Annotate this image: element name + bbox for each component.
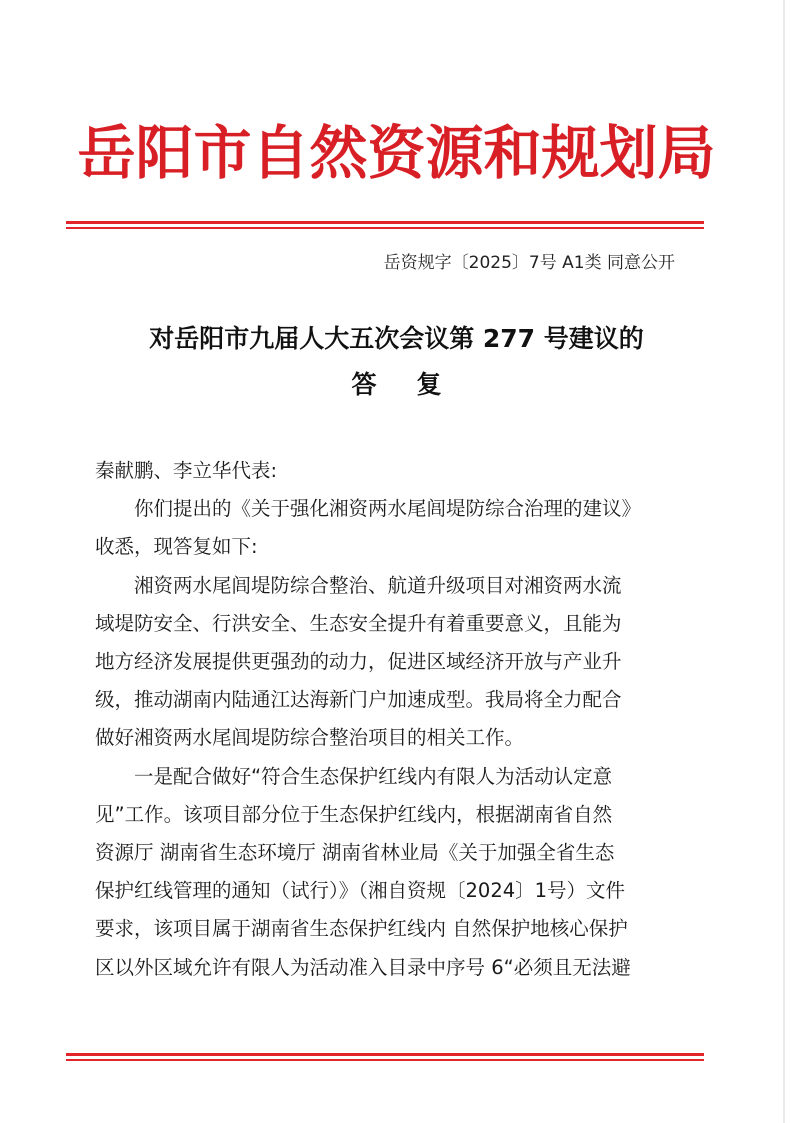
paragraph-line: 要求，该项目属于湖南省生态保护红线内 自然保护地核心保护: [95, 917, 628, 941]
paragraph-line: 区以外区域允许有限人为活动准入目录中序号 6“必须且无法避: [95, 955, 631, 979]
paragraph-line: 级，推动湖南内陆通江达海新门户加速成型。我局将全力配合: [95, 688, 622, 712]
header-rule-thick: [66, 221, 704, 224]
paragraph-2: [95, 567, 690, 758]
paragraph-3: [95, 758, 690, 987]
document-title-line1: 对岳阳市九届人大五次会议第 277 号建议的: [149, 324, 644, 353]
paragraph-line: 地方经济发展提供更强劲的动力，促进区域经济开放与产业升: [95, 650, 622, 674]
footer-rule-thin: [66, 1059, 704, 1061]
paragraph-line: 一是配合做好“符合生态保护红线内有限人为活动认定意: [134, 764, 613, 788]
salutation: 秦献鹏、李立华代表:: [95, 459, 278, 482]
paragraph-line: 保护红线管理的通知（试行）》（湘自资规〔2024〕1号）文件: [95, 879, 626, 903]
paragraph-line: 湘资两水尾闾堤防综合整治、航道升级项目对湘资两水流: [134, 573, 622, 597]
paragraph-1: [95, 490, 690, 566]
document-number: 岳资规字〔2025〕7号 A1类 同意公开: [383, 253, 675, 273]
paragraph-line: 资源厅 湖南省生态环境厅 湖南省林业局《关于加强全省生态: [95, 841, 615, 865]
paragraph-line: 见”工作。该项目部分位于生态保护红线内，根据湖南省自然: [95, 802, 613, 826]
footer-rule-thick: [66, 1053, 704, 1056]
paragraph-line: 域堤防安全、行洪安全、生态安全提升有着重要意义，且能为: [95, 611, 622, 635]
masthead-title: 岳阳市自然资源和规划局: [77, 119, 716, 187]
scan-edge: [783, 0, 785, 1123]
document-body: [95, 452, 690, 987]
paragraph-line: 做好湘资两水尾闾堤防综合整治项目的相关工作。: [95, 726, 525, 750]
header-rule-thin: [66, 227, 704, 229]
document-title-line2: 答复: [351, 370, 482, 399]
paragraph-line: 你们提出的《关于强化湘资两水尾闾堤防综合治理的建议》: [134, 497, 642, 521]
paragraph-line: 收悉，现答复如下:: [95, 535, 258, 559]
